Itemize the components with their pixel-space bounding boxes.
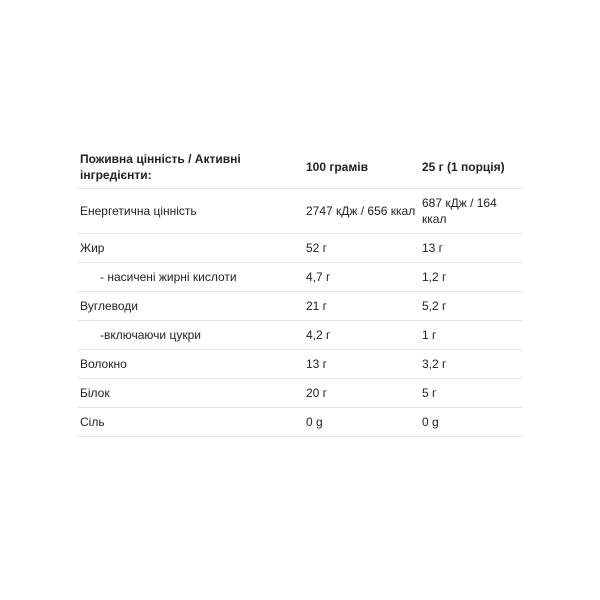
nutrition-table-container [78,146,522,437]
table-row [78,234,522,263]
value-per-100g: 2747 кДж / 656 ккал [304,189,420,234]
nutrition-table [78,146,522,437]
nutrient-name: Жир [78,234,304,263]
nutrient-name: Сіль [78,408,304,437]
value-per-serving: 687 кДж / 164 ккал [420,189,522,234]
value-per-serving: 3,2 г [420,350,522,379]
header-nutrient: Поживна цінність / Активні інгредієнти: [78,146,304,189]
value-per-100g: 0 g [304,408,420,437]
header-per-100g: 100 грамів [304,146,420,189]
value-per-serving: 5 г [420,379,522,408]
value-per-100g: 4,2 г [304,321,420,350]
table-header-row [78,146,522,189]
value-per-serving: 0 g [420,408,522,437]
table-row [78,292,522,321]
table-row [78,350,522,379]
header-per-serving: 25 г (1 порція) [420,146,522,189]
nutrient-name: Вуглеводи [78,292,304,321]
nutrient-name: Білок [78,379,304,408]
table-row [78,408,522,437]
value-per-100g: 20 г [304,379,420,408]
table-row [78,189,522,234]
value-per-100g: 52 г [304,234,420,263]
nutrient-name: Волокно [78,350,304,379]
nutrient-name: -включаючи цукри [78,321,304,350]
value-per-100g: 21 г [304,292,420,321]
value-per-serving: 1 г [420,321,522,350]
nutrient-name: - насичені жирні кислоти [78,263,304,292]
value-per-100g: 4,7 г [304,263,420,292]
nutrient-name: Енергетична цінність [78,189,304,234]
table-row [78,321,522,350]
value-per-serving: 1,2 г [420,263,522,292]
value-per-100g: 13 г [304,350,420,379]
value-per-serving: 13 г [420,234,522,263]
value-per-serving: 5,2 г [420,292,522,321]
table-row [78,263,522,292]
table-row [78,379,522,408]
